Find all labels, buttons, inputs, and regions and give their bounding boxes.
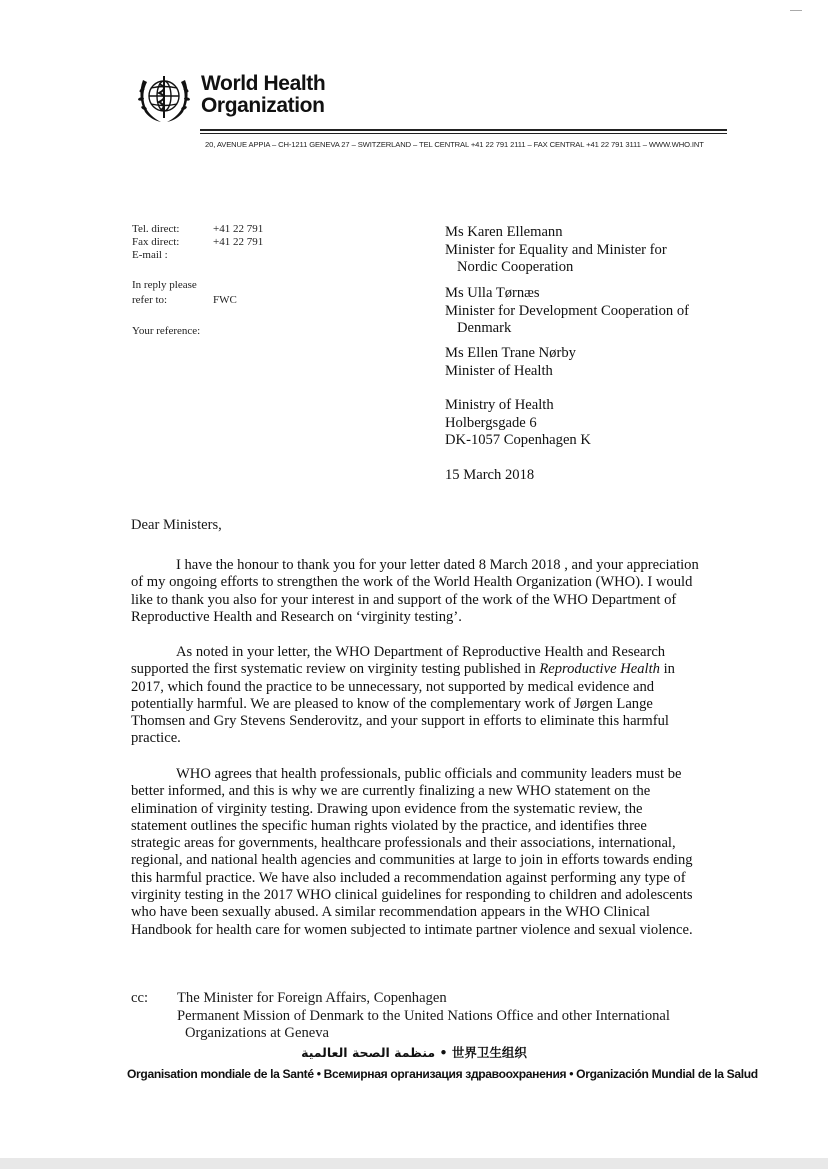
addressee-2 <box>445 285 689 338</box>
paragraph-line <box>131 661 724 678</box>
ministry-name: Ministry of Health <box>445 397 554 413</box>
ministry-street: Holbergsgade 6 <box>445 414 537 431</box>
paragraph-line: Handbook for health care for women subjected to intimate partner violence and sexual violence. <box>131 921 693 938</box>
reply-value: FWC <box>213 294 237 306</box>
paragraph-line: elimination of virginity testing. Drawing upon evidence from the systematic review, the <box>131 800 643 817</box>
letterhead-rule <box>200 129 727 131</box>
tel-value: +41 22 791 <box>213 223 264 235</box>
footer-arabic-chinese <box>0 1043 828 1061</box>
fax-value: +41 22 791 <box>213 236 264 248</box>
letter-date: 15 March 2018 <box>445 467 535 483</box>
paragraph-line: virginity testing in the 2017 WHO clinical guidelines for responding to children and adolescents <box>131 887 693 904</box>
addressee-1-name: Ms Karen Ellemann <box>445 224 563 240</box>
footer-scripts-text: منظمة الصحة العالمية • 世界卫生组织 <box>301 1045 527 1060</box>
letterhead-rule-thin <box>200 133 727 134</box>
journal-title: Reproductive Health <box>539 661 660 678</box>
who-emblem-logo <box>133 66 195 128</box>
addressee-2-name: Ms Ulla Tørnæs <box>445 285 540 301</box>
reply-label-1: In reply please <box>132 279 197 291</box>
fax-label: Fax direct: <box>132 236 180 248</box>
paragraph-line: practice. <box>131 730 181 747</box>
paragraph-line: I have the honour to thank you for your letter dated 8 March 2018 , and your appreciation <box>176 557 699 573</box>
organization-name <box>201 73 325 117</box>
paragraph-line: who have been sexually abused. A similar recommendation appears in the WHO Clinical <box>131 904 650 921</box>
addressee-3-title: Minister of Health <box>445 362 553 379</box>
paragraph-1 <box>131 557 724 626</box>
paragraph-line: 2017, which found the practice to be unnecessary, not supported by medical evidence and <box>131 678 655 695</box>
addressee-1-title-2: Nordic Cooperation <box>457 259 574 275</box>
addressee-1 <box>445 224 667 277</box>
paragraph-2 <box>131 644 724 748</box>
scan-bottom-edge <box>0 1158 828 1169</box>
ministry-address <box>445 397 591 450</box>
salutation: Dear Ministers, <box>131 517 222 533</box>
ministry-city: DK-1057 Copenhagen K <box>445 432 591 448</box>
addressee-2-title-1: Minister for Development Cooperation of <box>445 302 689 319</box>
addressee-3 <box>445 345 576 380</box>
reply-label-2: refer to: <box>132 294 168 306</box>
paragraph-line: better informed, and this is why we are currently finalizing a new WHO statement on the <box>131 783 651 800</box>
paragraph-3 <box>131 766 724 939</box>
paragraph-line: of my ongoing efforts to strengthen the work of the World Health Organization (WHO). I would <box>131 574 693 591</box>
addressee-3-name: Ms Ellen Trane Nørby <box>445 345 576 361</box>
email-label: E-mail : <box>132 249 168 261</box>
tel-label: Tel. direct: <box>132 223 180 235</box>
letterhead-address: 20, AVENUE APPIA – CH-1211 GENEVA 27 – SWITZERLAND – TEL CENTRAL +41 22 791 2111 – FAX CENTRAL +41 22 791 3111 – WWW.WHO.INT <box>205 140 704 149</box>
paragraph-line: potentially harmful. We are pleased to know of the complementary work of Jørgen Lange <box>131 695 653 712</box>
cc-line-3: Organizations at Geneva <box>185 1025 329 1041</box>
paragraph-line: Thomsen and Gry Stevens Senderovitz, and your support in efforts to eliminate this harmful <box>131 713 669 730</box>
paragraph-text: in <box>659 661 675 678</box>
your-reference-label: Your reference: <box>132 325 201 337</box>
paragraph-line: As noted in your letter, the WHO Department of Reproductive Health and Research <box>176 644 666 660</box>
paragraph-line: strategic areas for governments, healthcare professionals and their associations, international, <box>131 835 676 852</box>
paragraph-text: supported the first systematic review on virginity testing published in <box>131 661 540 678</box>
paragraph-line: regional, and national health agencies and communities at large to join in efforts towards ending <box>131 852 693 869</box>
org-name-line-1: World Health <box>201 72 326 95</box>
cc-line-1: The Minister for Foreign Affairs, Copenhagen <box>177 990 447 1006</box>
addressee-1-title-1: Minister for Equality and Minister for <box>445 241 667 258</box>
cc-line-2: Permanent Mission of Denmark to the United Nations Office and other International <box>177 1008 670 1024</box>
paragraph-line: statement outlines the specific human rights violated by the practice, and identifies three <box>131 817 647 834</box>
addressee-2-title-2: Denmark <box>457 320 512 336</box>
footer-languages: Organisation mondiale de la Santé • Всемирная организация здравоохранения • Organización Mundial de la Salud <box>127 1067 758 1081</box>
paragraph-line: WHO agrees that health professionals, public officials and community leaders must be <box>176 766 682 782</box>
paragraph-line: this harmful practice. We have also included a recommendation against performing any type of <box>131 869 686 886</box>
paragraph-line: Reproductive Health and Research on ‘virginity testing’. <box>131 608 462 625</box>
scan-mark <box>790 10 802 11</box>
cc-label: cc: <box>131 990 149 1006</box>
paragraph-line: like to thank you also for your interest in and support of the work of the WHO Department of <box>131 591 677 608</box>
org-name-line-2: Organization <box>201 94 325 117</box>
